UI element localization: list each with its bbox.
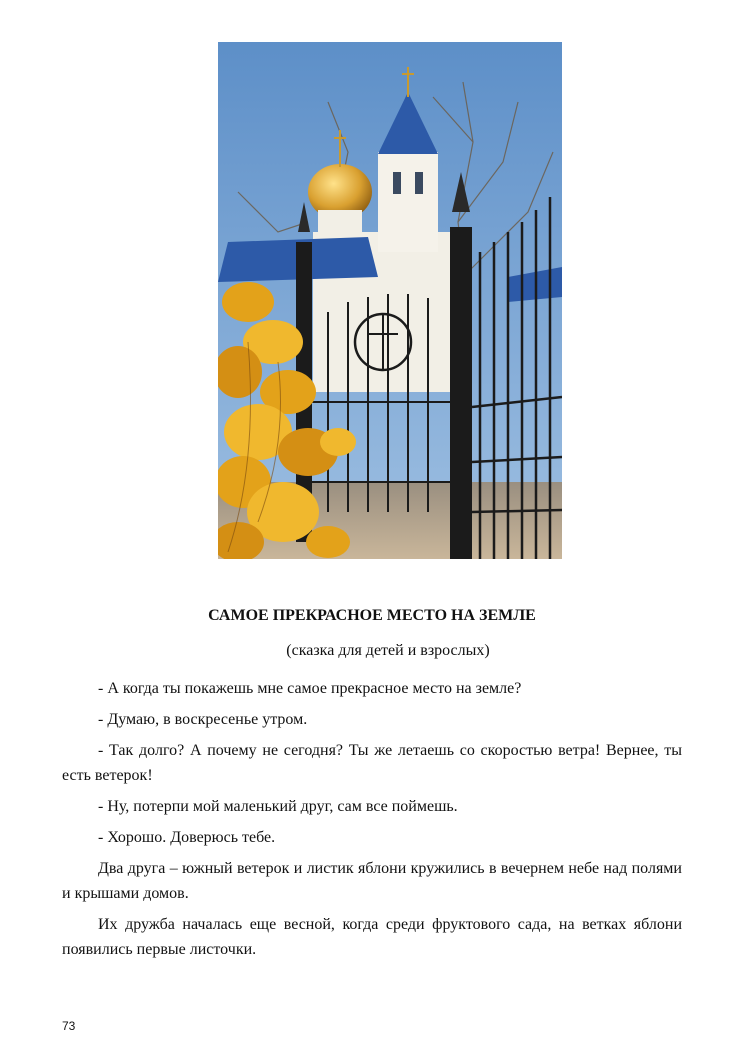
paragraph: - Ну, потерпи мой маленький друг, сам все поймешь.	[98, 798, 458, 815]
paragraph: Два друга – южный ветерок и листик яблони кружились в вечернем небе над полями и крышами домов.	[62, 860, 682, 902]
paragraph: - Хорошо. Доверюсь тебе.	[98, 829, 276, 846]
church-gate-photo	[218, 42, 562, 559]
paragraph: - Так долго? А почему не сегодня? Ты же летаешь со скоростью ветра! Вернее, ты есть ветерок!	[62, 742, 682, 784]
paragraph: - Думаю, в воскресенье утром.	[98, 711, 308, 728]
paragraph: Их дружба началась еще весной, когда среди фруктового сада, на ветках яблони появились первые листочки.	[62, 916, 682, 958]
story-body	[62, 676, 682, 968]
paragraph: - А когда ты покажешь мне самое прекрасное место на земле?	[98, 680, 522, 697]
story-subtitle: (сказка для детей и взрослых)	[286, 642, 490, 659]
story-title: САМОЕ ПРЕКРАСНОЕ МЕСТО НА ЗЕМЛЕ	[208, 607, 536, 624]
page-number: 73	[62, 1019, 76, 1033]
